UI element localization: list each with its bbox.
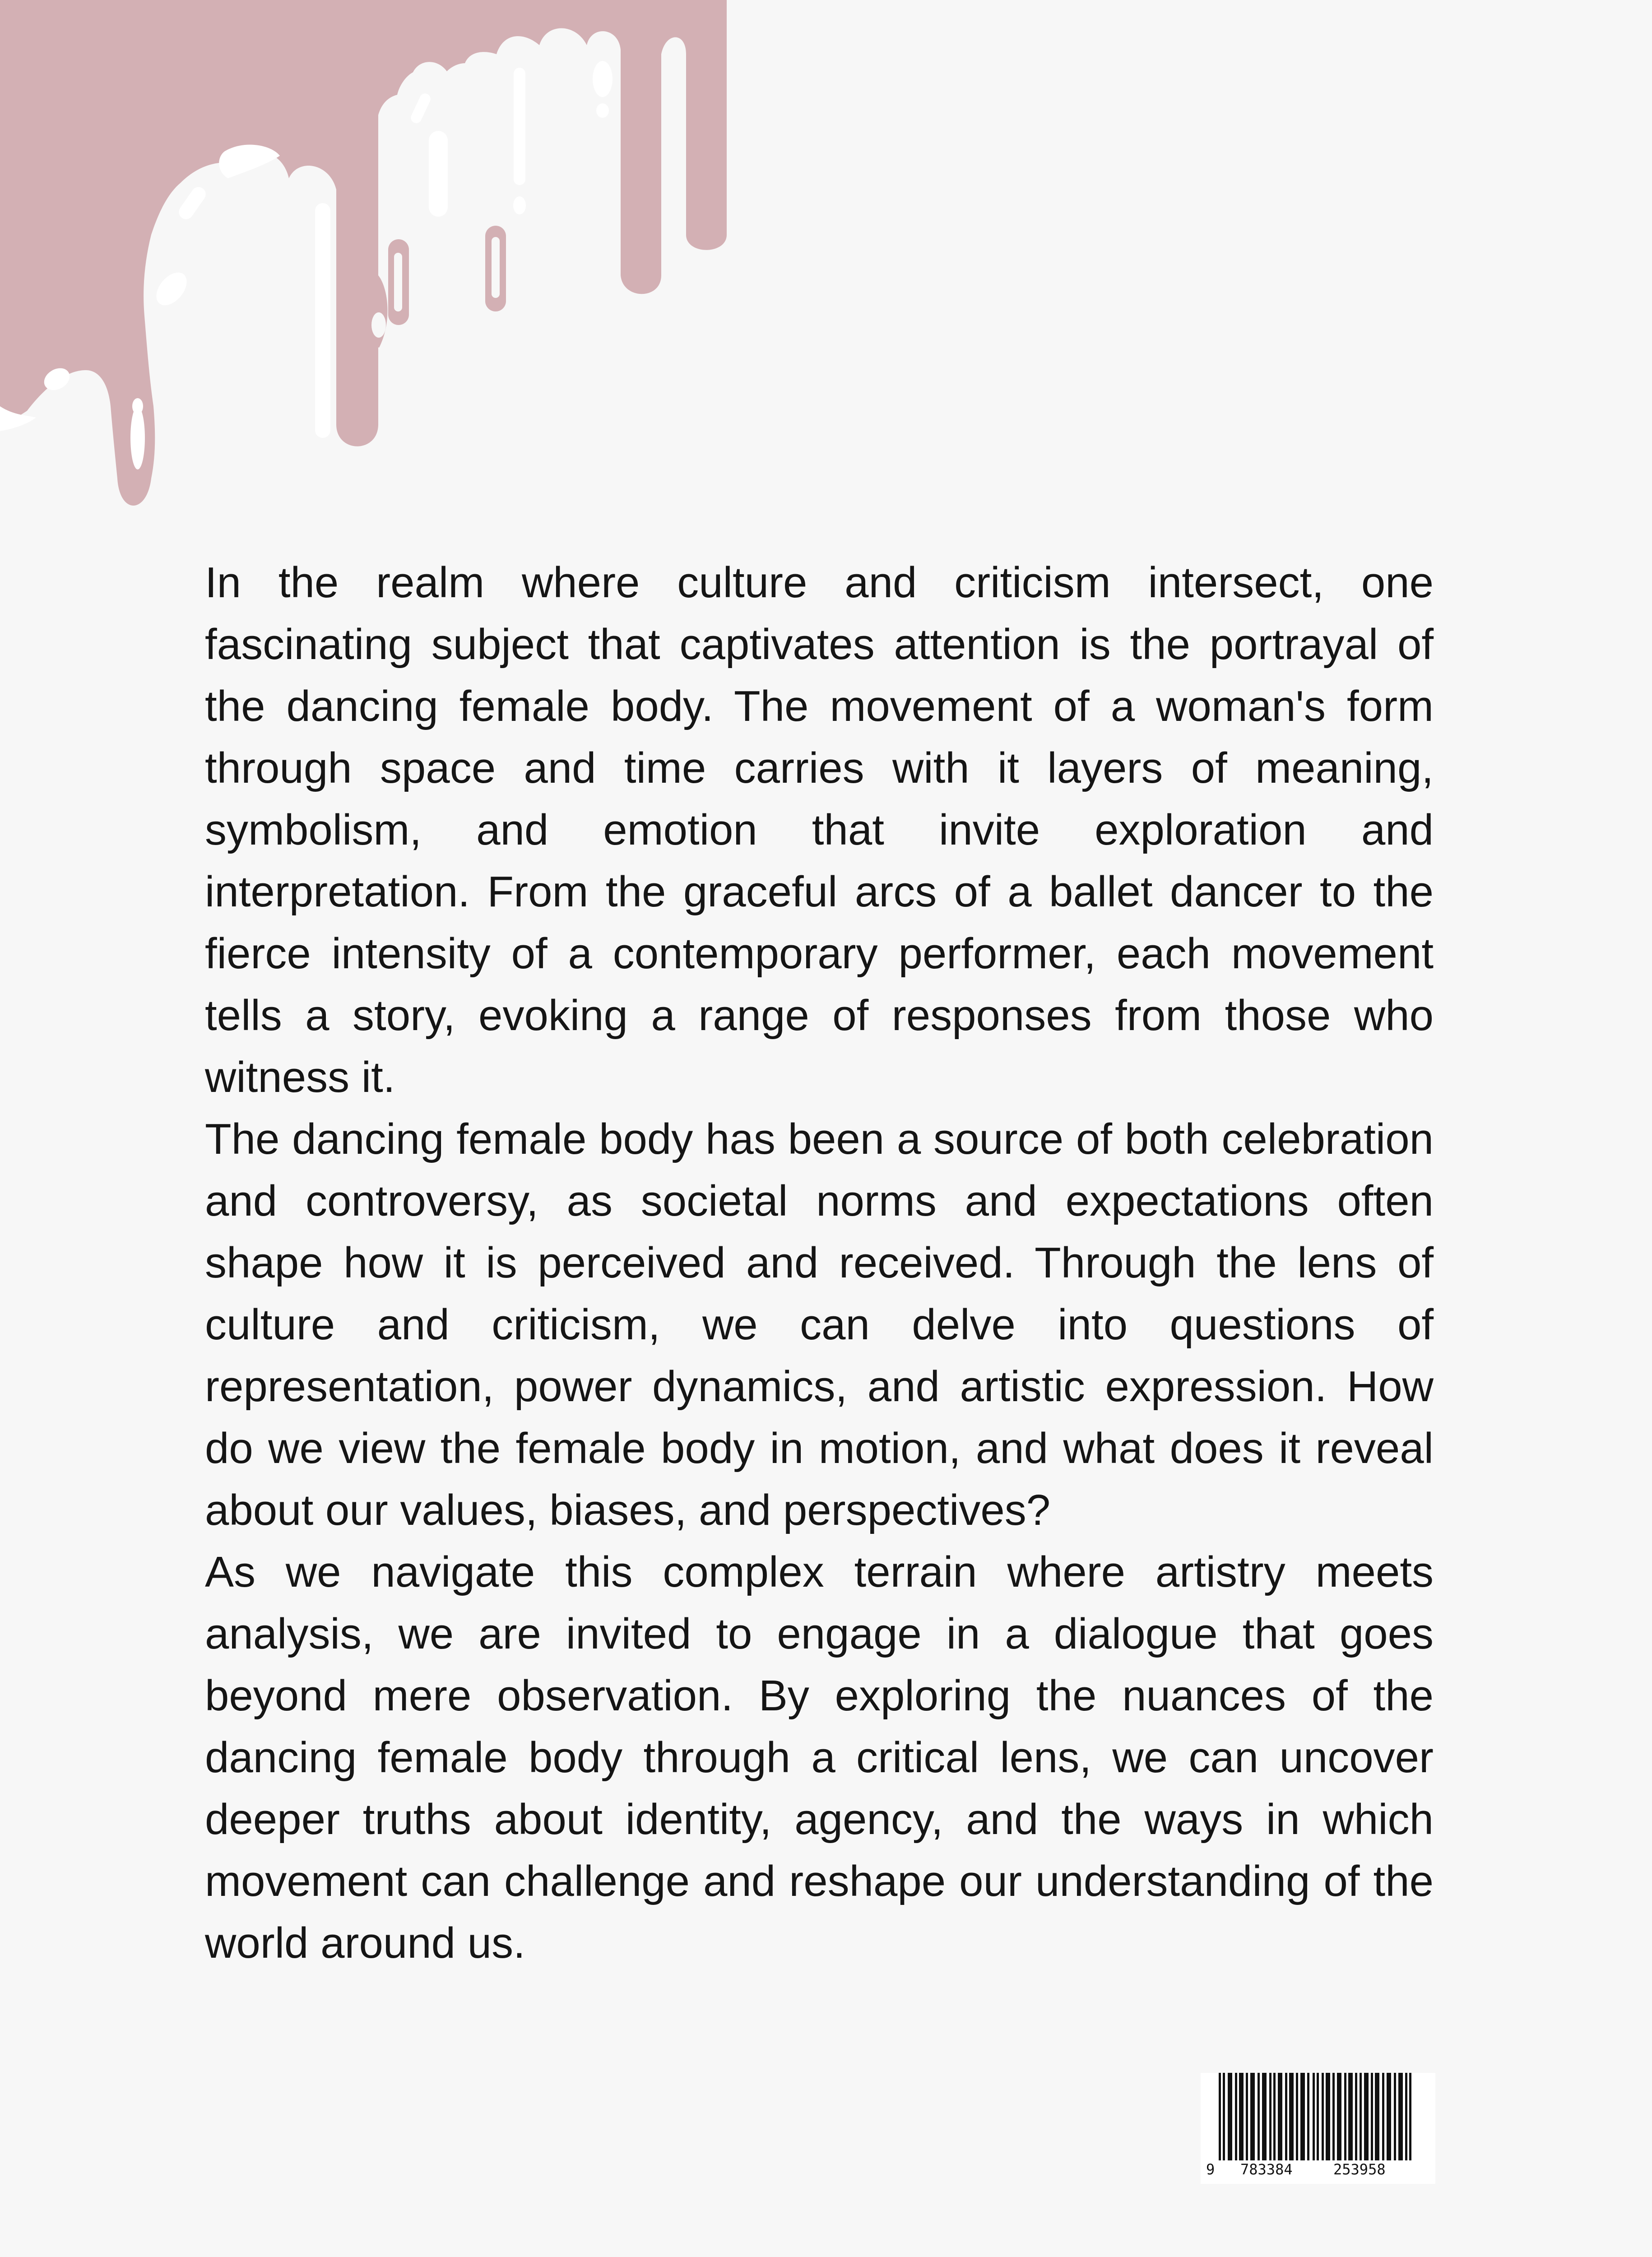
description-paragraph-1: In the realm where culture and criticism intersect, one fascinating subject that captivates attention is the portrayal of the dancing female body. The movement of a woman's form through space and time carries with it layers of meaning, symbolism, and emotion that invite exploration and interpretation. From the graceful arcs of a ballet dancer to the fierce intensity of a contemporary performer, each movement tells a story, evoking a range of responses from those who witness it. [205, 558, 1434, 1101]
isbn-barcode [1201, 2073, 1435, 2184]
pink-paint-drip-decoration [0, 0, 740, 524]
barcode-left-group: 783384 [1240, 2161, 1293, 2178]
description-paragraph-3: As we navigate this complex terrain where artistry meets analysis, we are invited to engage in a dialogue that goes beyond mere observation. By exploring the nuances of the dancing female body through a critical lens, we can uncover deeper truths about identity, agency, and the ways in which movement can challenge and reshape our understanding of the world around us. [205, 1548, 1434, 1967]
barcode-right-group: 253958 [1333, 2161, 1386, 2178]
barcode-digits [1201, 2160, 1435, 2178]
description-paragraph-2: The dancing female body has been a source of both celebration and controversy, as societal norms and expectations often shape how it is perceived and received. Through the lens of culture and criticism, we can delve into questions of representation, power dynamics, and artistic expression. How do we view the female body in motion, and what does it reveal about our values, biases, and perspectives? [205, 1115, 1434, 1534]
barcode-prefix-digit: 9 [1206, 2161, 1215, 2178]
back-cover-description [205, 552, 1434, 1974]
barcode-bars [1201, 2073, 1435, 2160]
